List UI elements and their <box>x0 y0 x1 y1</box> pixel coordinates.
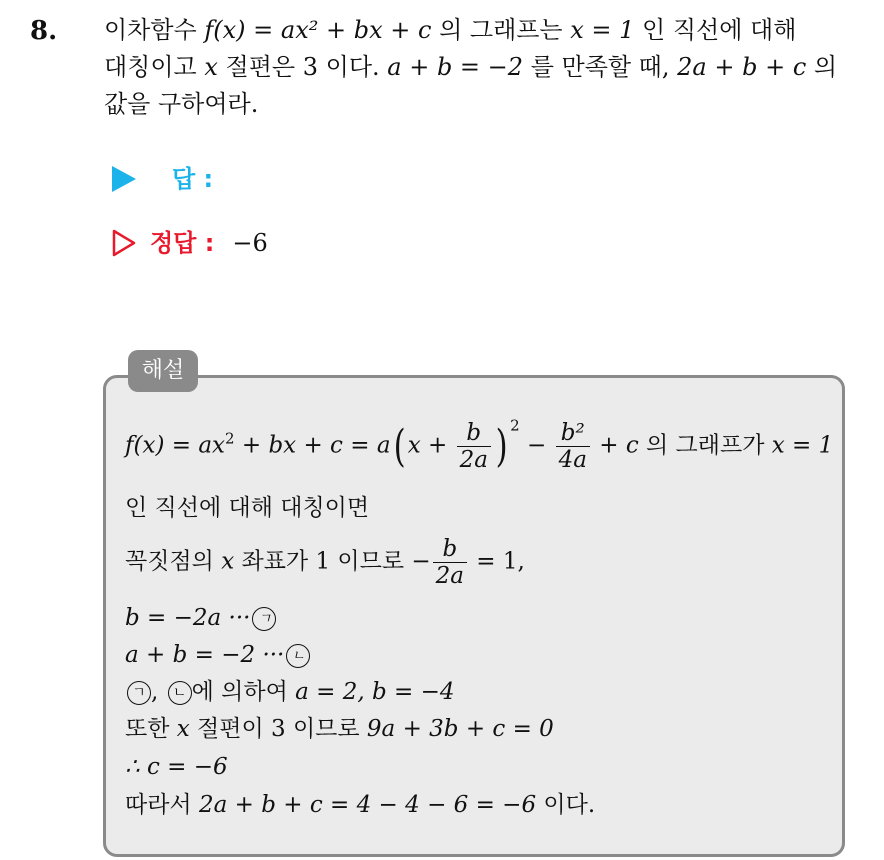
s-math: x = 1 <box>771 432 834 459</box>
solution-tab: 해설 <box>128 350 198 392</box>
frac-num: b² <box>556 420 590 447</box>
q-text: 이차함수 <box>104 16 205 44</box>
frac-num: b <box>457 420 491 447</box>
s-math: x + <box>407 432 455 459</box>
left-paren: ( <box>393 420 406 472</box>
s-math: x <box>176 716 190 742</box>
play-triangle-icon <box>112 166 136 192</box>
s-math: x <box>221 548 235 575</box>
answer-input-row[interactable] <box>112 162 213 196</box>
circled-mark: ㄴ <box>286 644 310 668</box>
s-text: 따라서 <box>125 792 199 818</box>
s-sup: 2 <box>225 429 235 448</box>
q-math: x <box>204 53 218 81</box>
q-math: 2a + b + c <box>677 53 807 81</box>
solution-line-4 <box>125 603 276 633</box>
solution-line-2: 인 직선에 대해 대칭이면 <box>125 495 370 521</box>
s-text: 절편이 3 이므로 <box>189 716 367 742</box>
fraction-b-over-2a <box>433 536 467 589</box>
q-math: f(x) = ax² + bx + c <box>204 16 432 44</box>
q-text: 대칭이고 <box>104 53 205 81</box>
q-math: x = 1 <box>570 16 635 44</box>
s-sup: 2 <box>510 416 520 435</box>
solution-line-9 <box>125 790 595 820</box>
solution-line-3 <box>125 536 525 589</box>
q-text: 의 그래프는 <box>431 16 571 44</box>
s-text: 좌표가 1 이므로 − <box>234 548 431 575</box>
s-math: 9a + 3b + c = 0 <box>366 716 554 742</box>
question-text <box>104 12 864 123</box>
fraction-b2-over-4a <box>556 420 590 473</box>
q-text: 의 <box>806 53 838 81</box>
q-math: a + b = −2 <box>387 53 524 81</box>
s-math: − <box>519 432 554 459</box>
circled-mark: ㄱ <box>252 607 276 631</box>
circled-mark: ㄱ <box>127 681 151 705</box>
answer-label: 답 : <box>172 165 214 193</box>
question-line-1 <box>104 12 864 49</box>
question-line-2 <box>104 49 864 86</box>
frac-den: 4a <box>558 447 587 473</box>
q-text: 인 직선에 대해 <box>634 16 797 44</box>
s-math: a = 2, b = −4 <box>295 679 455 705</box>
solution-line-8: ∴ c = −6 <box>125 754 228 780</box>
correct-answer-label: 정답 : <box>150 229 215 257</box>
frac-den: 2a <box>435 563 464 589</box>
frac-den: 2a <box>459 447 488 473</box>
s-math: + bx + c = a <box>234 432 391 459</box>
right-paren: ) <box>495 420 508 472</box>
solution-line-6 <box>125 677 455 707</box>
s-text: 꼭짓점의 <box>125 548 222 575</box>
s-math: b = −2a ··· <box>125 605 251 631</box>
s-text: 또한 <box>125 716 177 742</box>
correct-answer-row <box>112 226 268 260</box>
fraction-b-over-2a <box>457 420 491 473</box>
solution-line-5 <box>125 640 310 670</box>
q-text: 를 만족할 때, <box>523 53 678 81</box>
s-math: a + b = −2 ··· <box>125 642 285 668</box>
s-text: 의 그래프가 <box>638 432 772 459</box>
frac-num: b <box>433 536 467 563</box>
s-math: + c <box>591 432 639 459</box>
s-text: 에 의하여 <box>191 679 296 705</box>
s-text: 이다. <box>536 792 596 818</box>
solution-line-1 <box>125 416 834 473</box>
circled-mark: ㄴ <box>168 681 192 705</box>
s-math: 2a + b + c = 4 − 4 − 6 = −6 <box>198 792 537 818</box>
s-math: f(x) = ax <box>125 432 226 459</box>
question-line-3: 값을 구하여라. <box>104 90 259 118</box>
solution-line-7 <box>125 714 554 744</box>
q-text: 절편은 3 이다. <box>217 53 388 81</box>
s-math: = 1, <box>469 548 525 575</box>
outline-triangle-icon <box>112 229 136 257</box>
s-text: , <box>151 679 166 705</box>
correct-answer-value: −6 <box>232 229 268 257</box>
question-number: 8. <box>30 16 58 46</box>
